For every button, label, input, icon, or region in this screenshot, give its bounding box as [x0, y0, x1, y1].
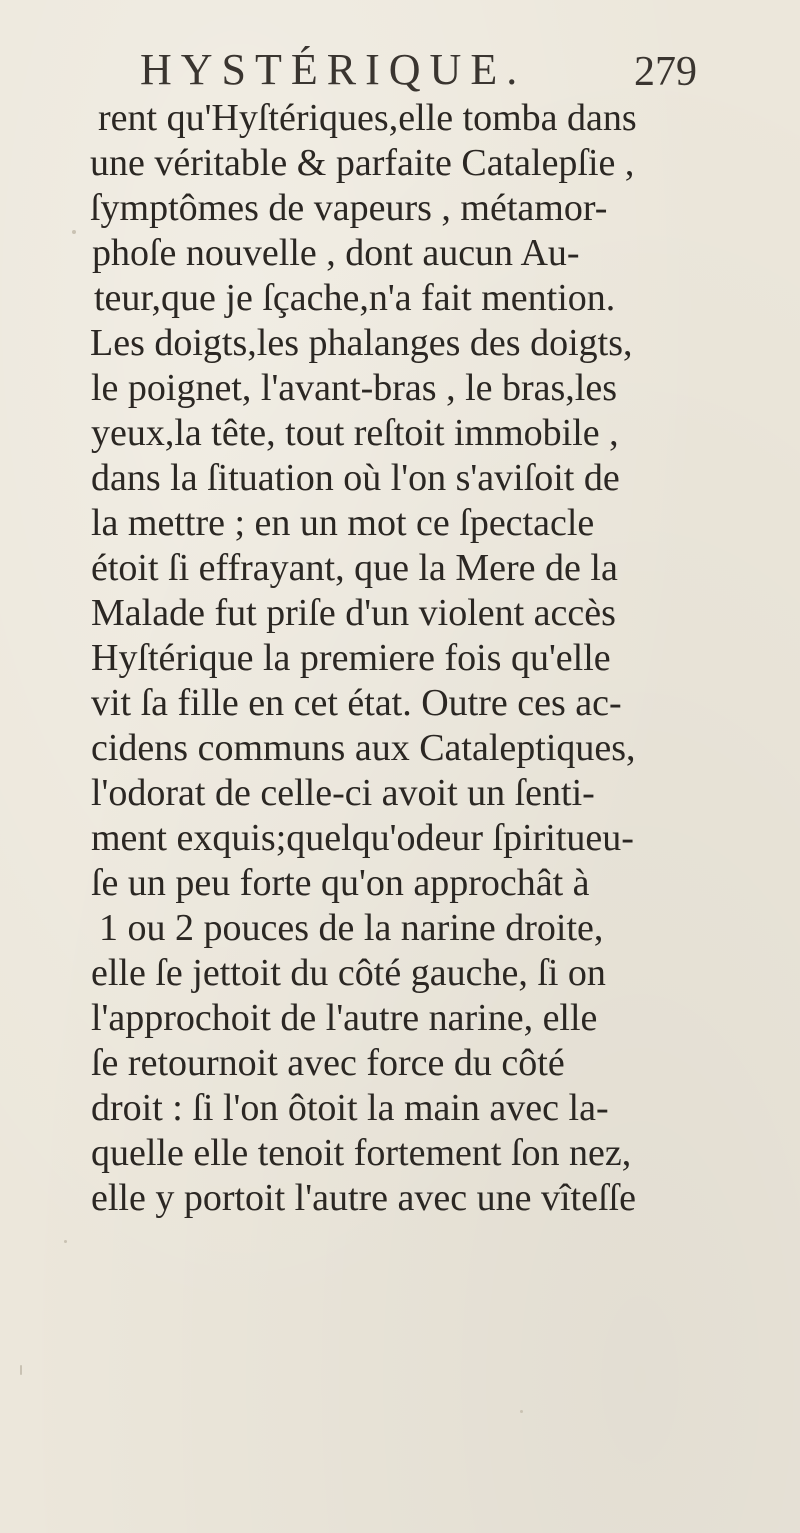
text-line: l'approchoit de l'autre narine, elle	[91, 997, 598, 1039]
text-line: elle ſe jettoit du côté gauche, ſi on	[91, 952, 606, 994]
text-line: yeux,la tête, tout reſtoit immobile ,	[91, 412, 619, 454]
paper-speck	[64, 1240, 67, 1243]
text-line: elle y portoit l'autre avec une vîteſſe	[91, 1177, 636, 1219]
text-line: cidens communs aux Cataleptiques,	[91, 727, 636, 769]
text-line: étoit ſi effrayant, que la Mere de la	[91, 547, 618, 589]
text-line: l'odorat de celle-ci avoit un ſenti-	[91, 772, 595, 814]
text-line: ſymptômes de vapeurs , métamor-	[90, 187, 608, 229]
running-title: HYSTÉRIQUE.	[140, 45, 527, 94]
text-line: ment exquis;quelqu'odeur ſpiritueu-	[91, 817, 634, 859]
text-line: rent qu'Hyſtériques,elle tomba dans	[98, 97, 637, 139]
text-line: ſe un peu forte qu'on approchât à	[91, 862, 590, 904]
text-line: teur,que je ſçache,n'a fait mention.	[94, 277, 616, 319]
text-line: 1 ou 2 pouces de la narine droite,	[99, 907, 604, 949]
paper-speck	[520, 1410, 523, 1413]
page-header	[140, 40, 740, 100]
text-line: la mettre ; en un mot ce ſpectacle	[91, 502, 595, 544]
text-line: une véritable & parfaite Catalepſie ,	[90, 142, 635, 184]
text-line: Hyſtérique la premiere fois qu'elle	[91, 637, 611, 679]
text-line: phoſe nouvelle , dont aucun Au-	[92, 232, 580, 274]
text-line: quelle elle tenoit fortement ſon nez,	[91, 1132, 632, 1174]
text-line: vit ſa fille en cet état. Outre ces ac-	[91, 682, 622, 724]
paper-speck	[20, 1365, 22, 1375]
text-line: le poignet, l'avant-bras , le bras,les	[91, 367, 618, 409]
text-line: dans la ſituation où l'on s'aviſoit de	[91, 457, 620, 499]
text-line: droit : ſi l'on ôtoit la main avec la-	[91, 1087, 609, 1129]
page-number: 279	[634, 49, 697, 95]
paper-speck	[72, 230, 76, 234]
text-line: Les doigts,les phalanges des doigts,	[90, 322, 633, 364]
text-line: ſe retournoit avec force du côté	[91, 1042, 565, 1084]
text-line: Malade fut priſe d'un violent accès	[91, 592, 616, 634]
